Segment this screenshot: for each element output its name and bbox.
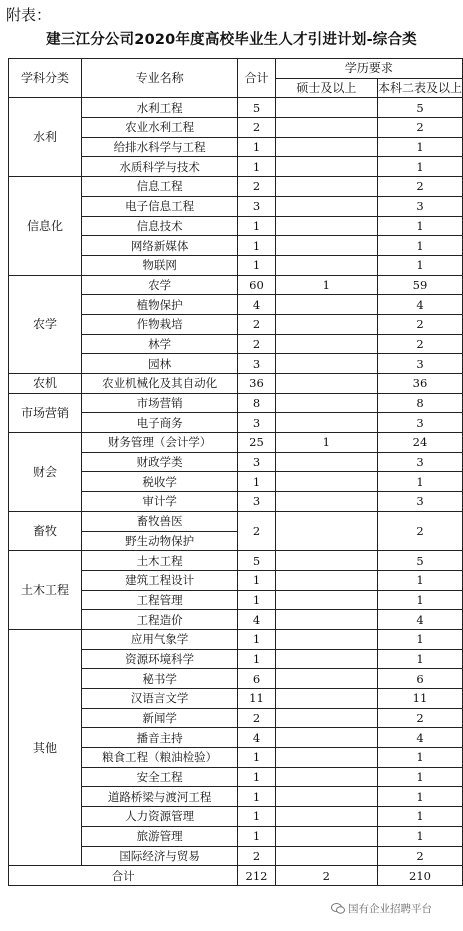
bachelor-cell: 4: [377, 295, 462, 315]
total-cell: 2: [238, 118, 275, 138]
total-count: 212: [238, 866, 275, 886]
table-row: [9, 433, 463, 453]
category-cell: 其他: [9, 629, 82, 865]
total-masters: 2: [275, 866, 377, 886]
total-cell: 1: [238, 767, 275, 787]
major-cell: 新闻学: [81, 708, 237, 728]
major-cell: 电子商务: [81, 413, 237, 433]
major-cell: 信息技术: [81, 216, 237, 236]
masters-cell: [275, 295, 377, 315]
total-cell: 1: [238, 137, 275, 157]
category-cell: 市场营销: [9, 393, 82, 432]
bachelor-cell: 3: [377, 452, 462, 472]
header-total: 合计: [238, 59, 275, 98]
total-cell: 6: [238, 669, 275, 689]
table-row: [9, 551, 463, 571]
masters-cell: [275, 393, 377, 413]
masters-cell: [275, 472, 377, 492]
major-cell: 作物栽培: [81, 314, 237, 334]
major-cell: 农业机械化及其自动化: [81, 374, 237, 394]
major-cell: 水利工程: [81, 98, 237, 118]
masters-cell: [275, 354, 377, 374]
masters-cell: [275, 649, 377, 669]
masters-cell: [275, 590, 377, 610]
bachelor-cell: 11: [377, 689, 462, 709]
bachelor-cell: 2: [377, 177, 462, 197]
table-row: [9, 629, 463, 649]
category-cell: 土木工程: [9, 551, 82, 630]
category-cell: 信息化: [9, 177, 82, 275]
masters-cell: [275, 629, 377, 649]
bachelor-cell: 1: [377, 787, 462, 807]
bachelor-cell: 3: [377, 413, 462, 433]
bachelor-cell: 5: [377, 98, 462, 118]
table-row: [9, 98, 463, 118]
masters-cell: [275, 314, 377, 334]
bachelor-cell: 3: [377, 354, 462, 374]
bachelor-cell: 2: [377, 846, 462, 866]
masters-cell: [275, 452, 377, 472]
bachelor-cell: 1: [377, 137, 462, 157]
major-cell: 农业水利工程: [81, 118, 237, 138]
total-cell: 1: [238, 807, 275, 827]
total-cell: 1: [238, 649, 275, 669]
total-cell: 8: [238, 393, 275, 413]
category-cell: 畜牧: [9, 511, 82, 550]
masters-cell: [275, 551, 377, 571]
bachelor-cell: 5: [377, 551, 462, 571]
total-cell: 1: [238, 590, 275, 610]
bachelor-cell: 1: [377, 157, 462, 177]
recruitment-table: [8, 58, 463, 886]
masters-cell: [275, 137, 377, 157]
major-cell: 野生动物保护: [81, 531, 237, 551]
masters-cell: [275, 669, 377, 689]
major-cell: 给排水科学与工程: [81, 137, 237, 157]
bachelor-cell: 1: [377, 649, 462, 669]
masters-cell: [275, 570, 377, 590]
total-cell: 1: [238, 826, 275, 846]
total-label: 合计: [9, 866, 238, 886]
total-cell: 1: [238, 255, 275, 275]
total-cell: 1: [238, 216, 275, 236]
header-education: 学历要求: [275, 59, 462, 79]
table-row: [9, 374, 463, 394]
bachelor-cell: 1: [377, 826, 462, 846]
total-cell: 2: [238, 314, 275, 334]
total-cell: 11: [238, 689, 275, 709]
bachelor-cell: 6: [377, 669, 462, 689]
total-cell: 36: [238, 374, 275, 394]
masters-cell: [275, 807, 377, 827]
total-cell: 5: [238, 98, 275, 118]
masters-cell: [275, 98, 377, 118]
bachelor-cell: 1: [377, 216, 462, 236]
masters-cell: [275, 767, 377, 787]
masters-cell: [275, 216, 377, 236]
bachelor-cell: 1: [377, 767, 462, 787]
bachelor-cell: 1: [377, 748, 462, 768]
major-cell: 汉语言文学: [81, 689, 237, 709]
masters-cell: [275, 728, 377, 748]
total-cell: 2: [238, 511, 275, 550]
major-cell: 财务管理（会计学）: [81, 433, 237, 453]
bachelor-cell: 2: [377, 118, 462, 138]
masters-cell: [275, 177, 377, 197]
major-cell: 播音主持: [81, 728, 237, 748]
bachelor-cell: 1: [377, 629, 462, 649]
major-cell: 财政学类: [81, 452, 237, 472]
category-cell: 农学: [9, 275, 82, 373]
total-cell: 3: [238, 492, 275, 512]
bachelor-cell: 1: [377, 255, 462, 275]
total-cell: 1: [238, 472, 275, 492]
total-bachelor: 210: [377, 866, 462, 886]
major-cell: 审计学: [81, 492, 237, 512]
masters-cell: [275, 826, 377, 846]
bachelor-cell: 59: [377, 275, 462, 295]
major-cell: 税收学: [81, 472, 237, 492]
header-category: 学科分类: [9, 59, 82, 98]
masters-cell: [275, 492, 377, 512]
total-cell: 1: [238, 157, 275, 177]
masters-cell: [275, 689, 377, 709]
major-cell: 道路桥梁与渡河工程: [81, 787, 237, 807]
masters-cell: [275, 787, 377, 807]
major-cell: 工程造价: [81, 610, 237, 630]
masters-cell: [275, 610, 377, 630]
category-cell: 财会: [9, 433, 82, 512]
bachelor-cell: 2: [377, 511, 462, 550]
masters-cell: [275, 157, 377, 177]
major-cell: 秘书学: [81, 669, 237, 689]
table-row: [9, 393, 463, 413]
masters-cell: [275, 374, 377, 394]
major-cell: 林学: [81, 334, 237, 354]
masters-cell: [275, 196, 377, 216]
header-major: 专业名称: [81, 59, 237, 98]
bachelor-cell: 4: [377, 728, 462, 748]
total-cell: 2: [238, 708, 275, 728]
major-cell: 应用气象学: [81, 629, 237, 649]
bachelor-cell: 1: [377, 807, 462, 827]
major-cell: 国际经济与贸易: [81, 846, 237, 866]
category-cell: 水利: [9, 98, 82, 177]
watermark: [331, 901, 432, 916]
major-cell: 物联网: [81, 255, 237, 275]
total-cell: 1: [238, 236, 275, 256]
major-cell: 农学: [81, 275, 237, 295]
bachelor-cell: 1: [377, 590, 462, 610]
major-cell: 粮食工程（粮油检验）: [81, 748, 237, 768]
bachelor-cell: 8: [377, 393, 462, 413]
total-cell: 2: [238, 177, 275, 197]
total-cell: 25: [238, 433, 275, 453]
major-cell: 旅游管理: [81, 826, 237, 846]
major-cell: 建筑工程设计: [81, 570, 237, 590]
bachelor-cell: 4: [377, 610, 462, 630]
header-bachelor: 本科二表及以上: [377, 78, 462, 98]
major-cell: 水质科学与技术: [81, 157, 237, 177]
total-cell: 1: [238, 787, 275, 807]
total-cell: 3: [238, 354, 275, 374]
bachelor-cell: 1: [377, 472, 462, 492]
total-cell: 1: [238, 629, 275, 649]
header-masters: 硕士及以上: [275, 78, 377, 98]
total-cell: 4: [238, 610, 275, 630]
masters-cell: [275, 511, 377, 550]
bachelor-cell: 24: [377, 433, 462, 453]
watermark-text: 国有企业招聘平台: [348, 903, 432, 915]
masters-cell: [275, 334, 377, 354]
total-cell: 4: [238, 295, 275, 315]
major-cell: 信息工程: [81, 177, 237, 197]
bachelor-cell: 3: [377, 196, 462, 216]
page-title: 建三江分公司2020年度高校毕业生人才引进计划-综合类: [46, 32, 417, 48]
masters-cell: [275, 255, 377, 275]
masters-cell: [275, 708, 377, 728]
table-row: [9, 511, 463, 531]
major-cell: 土木工程: [81, 551, 237, 571]
wechat-icon: [331, 903, 345, 914]
total-row: [9, 866, 463, 886]
table-row: [9, 177, 463, 197]
table-body: [9, 98, 463, 866]
masters-cell: [275, 236, 377, 256]
major-cell: 资源环境科学: [81, 649, 237, 669]
major-cell: 工程管理: [81, 590, 237, 610]
bachelor-cell: 2: [377, 314, 462, 334]
bachelor-cell: 36: [377, 374, 462, 394]
major-cell: 人力资源管理: [81, 807, 237, 827]
bachelor-cell: 2: [377, 708, 462, 728]
masters-cell: [275, 748, 377, 768]
bachelor-cell: 2: [377, 334, 462, 354]
masters-cell: [275, 846, 377, 866]
total-cell: 2: [238, 846, 275, 866]
total-cell: 2: [238, 334, 275, 354]
total-cell: 3: [238, 452, 275, 472]
total-cell: 1: [238, 570, 275, 590]
bachelor-cell: 3: [377, 492, 462, 512]
total-cell: 1: [238, 748, 275, 768]
major-cell: 电子信息工程: [81, 196, 237, 216]
total-cell: 3: [238, 413, 275, 433]
major-cell: 安全工程: [81, 767, 237, 787]
table-row: [9, 275, 463, 295]
masters-cell: [275, 413, 377, 433]
total-cell: 3: [238, 196, 275, 216]
total-cell: 4: [238, 728, 275, 748]
major-cell: 植物保护: [81, 295, 237, 315]
appendix-label: 附表：: [6, 6, 52, 24]
bachelor-cell: 1: [377, 236, 462, 256]
masters-cell: 1: [275, 275, 377, 295]
masters-cell: [275, 118, 377, 138]
major-cell: 网络新媒体: [81, 236, 237, 256]
total-cell: 60: [238, 275, 275, 295]
major-cell: 园林: [81, 354, 237, 374]
total-cell: 5: [238, 551, 275, 571]
bachelor-cell: 1: [377, 570, 462, 590]
major-cell: 市场营销: [81, 393, 237, 413]
category-cell: 农机: [9, 374, 82, 394]
major-cell: 畜牧兽医: [81, 511, 237, 531]
masters-cell: 1: [275, 433, 377, 453]
